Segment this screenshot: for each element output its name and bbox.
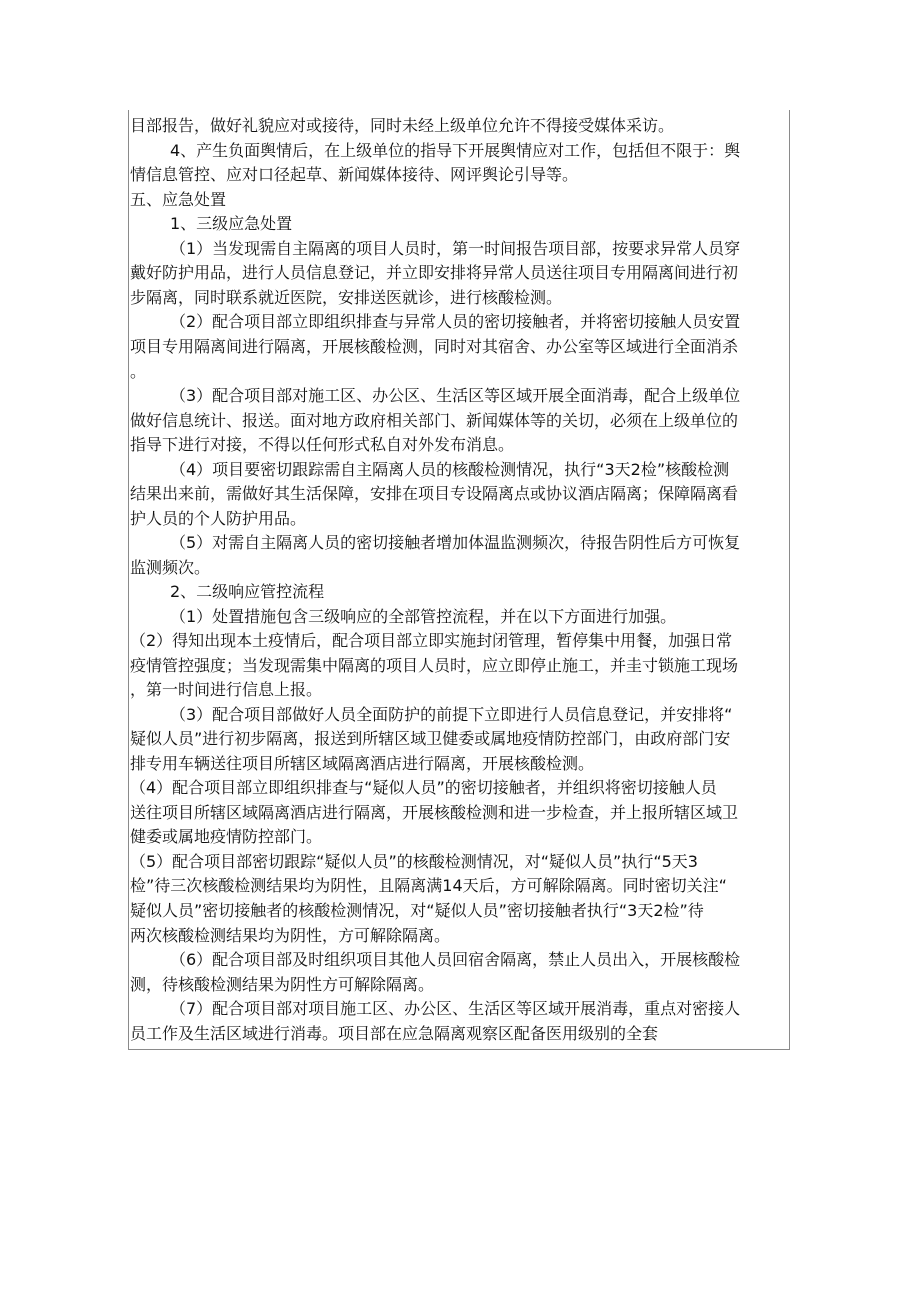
- text-line: 情信息管控、应对口径起草、新闻媒体接待、网评舆论引导等。: [130, 165, 579, 184]
- text-line: （4）配合项目部立即组织排查与“疑似人员”的密切接触者，并组织将密切接触人员: [130, 778, 717, 797]
- text-line: 疑似人员”进行初步隔离，报送到所辖区域卫健委或属地疫情防控部门，由政府部门安: [130, 729, 731, 748]
- text-line: （2）得知出现本土疫情后，配合项目部立即实施封闭管理，暂停集中用餐，加强日常: [130, 631, 733, 650]
- text-line: （5）对需自主隔离人员的密切接触者增加体温监测频次，待报告阴性后方可恢复: [170, 533, 741, 552]
- text-line: 监测频次。: [130, 558, 211, 577]
- text-line: 送往项目所辖区域隔离酒店进行隔离，开展核酸检测和进一步检查，并上报所辖区域卫: [130, 803, 739, 822]
- text-line: 健委或属地疫情防控部门。: [130, 827, 323, 846]
- text-line: 护人员的个人防护用品。: [130, 509, 307, 528]
- text-line: （6）配合项目部及时组织项目其他人员回宿舍隔离，禁止人员出入，开展核酸检: [170, 950, 741, 969]
- text-line: 疫情管控强度；当发现需集中隔离的项目人员时，应立即停止施工，并圭寸锁施工现场: [130, 656, 739, 675]
- subsection-heading: 1、三级应急处置: [170, 214, 293, 233]
- text-line: （1）处置措施包含三级响应的全部管控流程，并在以下方面进行加强。: [170, 607, 677, 626]
- text-line: 结果出来前，需做好其生活保障，安排在项目专设隔离点或协议酒店隔离；保障隔离看: [130, 484, 739, 503]
- text-line: 目部报告，做好礼貌应对或接待，同时未经上级单位允许不得接受媒体采访。: [130, 116, 675, 135]
- section-heading: 五、应急处置: [130, 190, 227, 209]
- text-line: 项目专用隔离间进行隔离，开展核酸检测，同时对其宿舍、办公室等区域进行全面消杀: [130, 337, 739, 356]
- text-line: 检”待三次核酸检测结果均为阴性，且隔离满14天后，方可解除隔离。同时密切关注“: [130, 876, 727, 895]
- text-line: （7）配合项目部对项目施工区、办公区、生活区等区域开展消毒，重点对密接人: [170, 999, 741, 1018]
- text-line: 4、产生负面舆情后，在上级单位的指导下开展舆情应对工作，包括但不限于：舆: [170, 141, 741, 160]
- text-line: 戴好防护用品，进行人员信息登记，并立即安排将异常人员送往项目专用隔离间进行初: [130, 263, 739, 282]
- text-line: 指导下进行对接，不得以任何形式私自对外发布消息。: [130, 435, 515, 454]
- text-line: 步隔离，同时联系就近医院，安排送医就诊，进行核酸检测。: [130, 288, 563, 307]
- text-line: （3）配合项目部做好人员全面防护的前提下立即进行人员信息登记，并安排将“: [170, 705, 733, 724]
- text-line: （3）配合项目部对施工区、办公区、生活区等区域开展全面消毒，配合上级单位: [170, 386, 741, 405]
- text-line: （1）当发现需自主隔离的项目人员时，第一时间报告项目部，按要求异常人员穿: [170, 239, 741, 258]
- text-line: 两次核酸检测结果均为阴性，方可解除隔离。: [130, 926, 451, 945]
- text-line: 疑似人员”密切接触者的核酸检测情况，对“疑似人员”密切接触者执行“3天2检”待: [130, 901, 704, 920]
- text-line: （4）项目要密切跟踪需自主隔离人员的核酸检测情况，执行“3天2检”核酸检测: [170, 460, 730, 479]
- text-line: 员工作及生活区域进行消毒。项目部在应急隔离观察区配备医用级别的全套: [130, 1024, 659, 1043]
- text-line: 测，待核酸检测结果为阴性方可解除隔离。: [130, 975, 435, 994]
- text-line: ，第一时间进行信息上报。: [130, 680, 323, 699]
- text-line: （5）配合项目部密切跟踪“疑似人员”的核酸检测情况，对“疑似人员”执行“5天3: [130, 852, 698, 871]
- text-line: 做好信息统计、报送。面对地方政府相关部门、新闻媒体等的关切，必须在上级单位的: [130, 411, 739, 430]
- text-line: 排专用车辆送往项目所辖区域隔离酒店进行隔离，开展核酸检测。: [130, 754, 595, 773]
- subsection-heading: 2、二级响应管控流程: [170, 582, 325, 601]
- text-line: （2）配合项目部立即组织排查与异常人员的密切接触者，并将密切接触人员安置: [170, 312, 741, 331]
- text-line: 。: [130, 362, 147, 381]
